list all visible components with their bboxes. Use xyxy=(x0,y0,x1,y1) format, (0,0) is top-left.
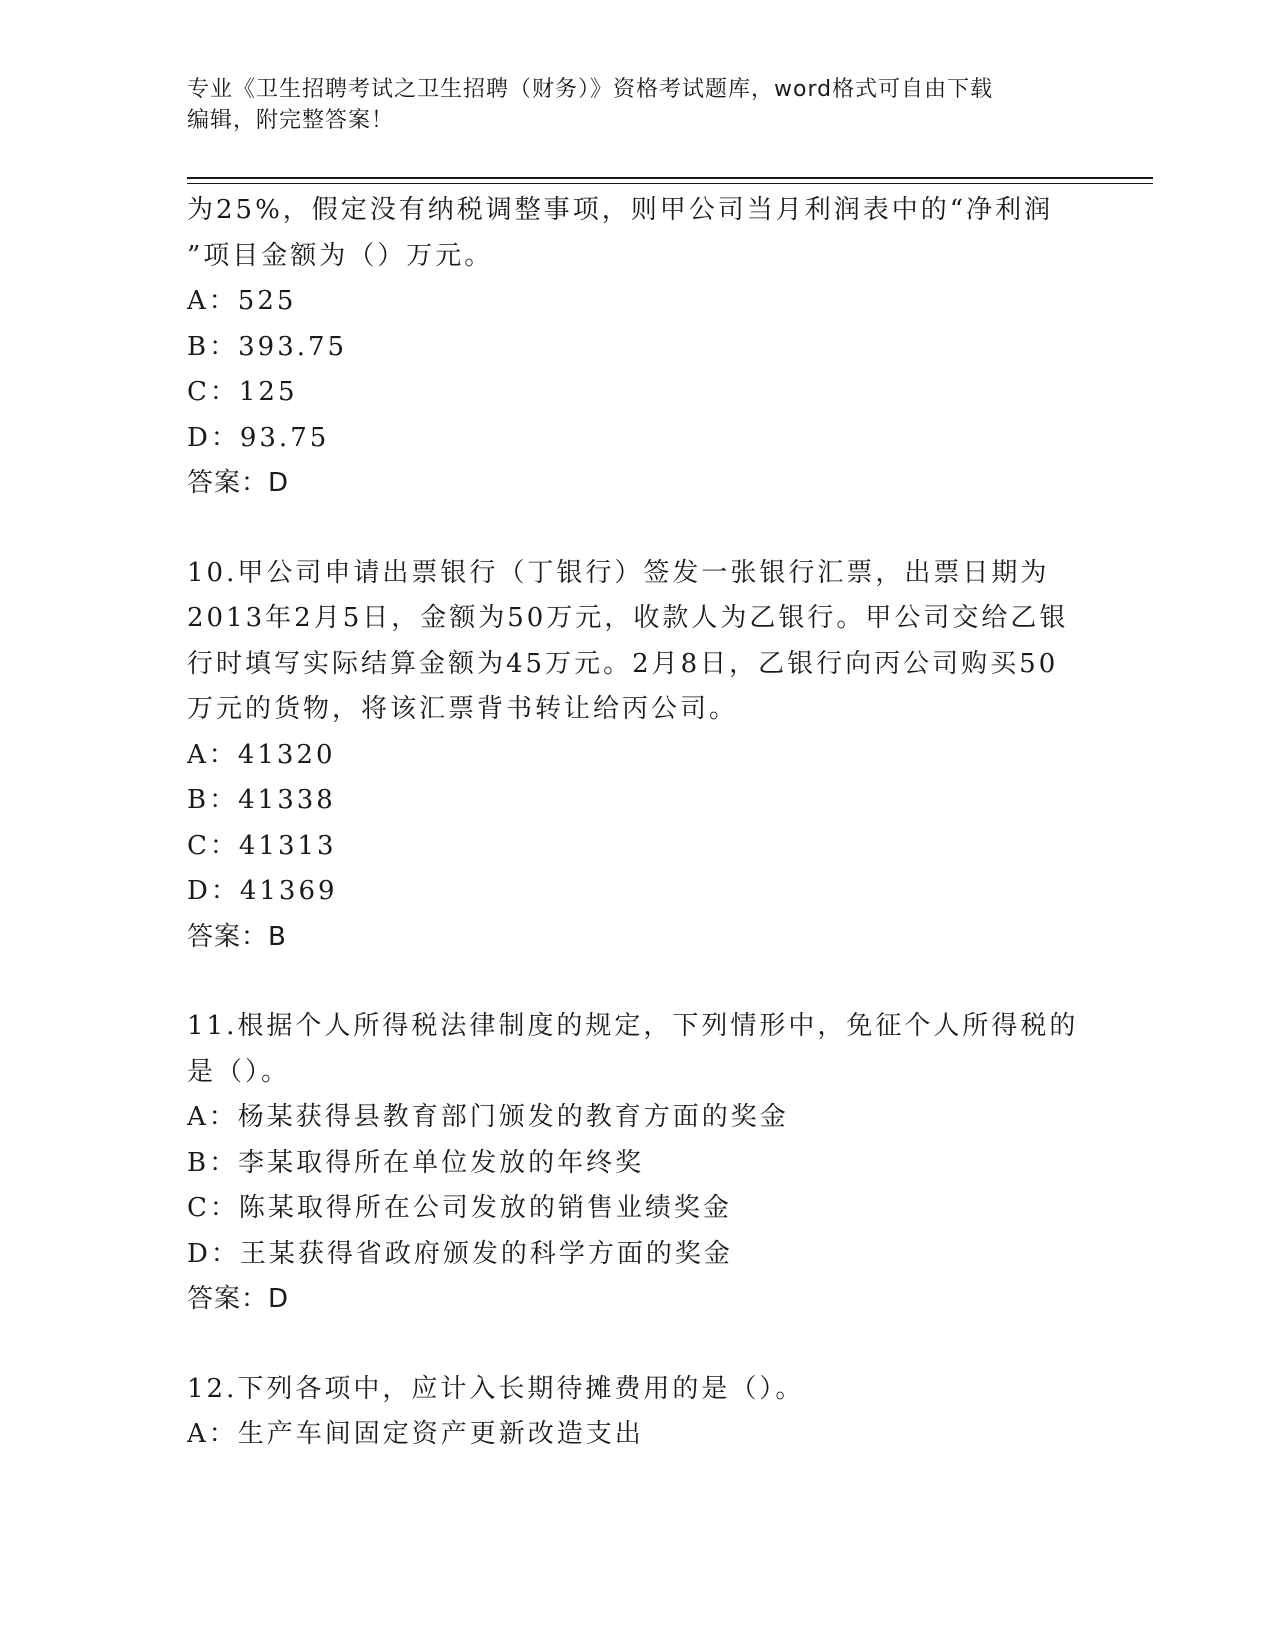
answer-label: 答案：D xyxy=(187,468,290,498)
question-list xyxy=(187,188,1087,1458)
question-spacer xyxy=(187,507,1087,551)
question-stem-line: 是（）。 xyxy=(187,1056,291,1087)
option-b: B：李某取得所在单位发放的年终奖 xyxy=(187,1147,645,1178)
option-a: A：525 xyxy=(187,286,297,316)
header-divider-thick xyxy=(187,177,1153,179)
question-stem-line: 行时填写实际结算金额为45万元。2月8日，乙银行向丙公司购买50 xyxy=(187,648,1059,679)
option-d: D：41369 xyxy=(187,876,338,906)
header-line-2: 编辑，附完整答案！ xyxy=(187,108,395,133)
question-stem-line: 11.根据个人所得税法律制度的规定，下列情形中，免征个人所得税的 xyxy=(187,1011,1079,1041)
question-stem-line: 为25%，假定没有纳税调整事项，则甲公司当月利润表中的“净利润 xyxy=(187,195,1054,225)
question-stem-line: 12.下列各项中，应计入长期待摊费用的是（）。 xyxy=(187,1373,805,1404)
question-11 xyxy=(187,1004,1087,1323)
option-d: D：王某获得省政府颁发的科学方面的奖金 xyxy=(187,1238,733,1269)
question-9 xyxy=(187,188,1087,507)
question-spacer xyxy=(187,960,1087,1004)
answer-label: 答案：B xyxy=(187,921,287,952)
option-c: C：41313 xyxy=(187,830,337,861)
question-stem-line: 万元的货物，将该汇票背书转让给丙公司。 xyxy=(187,694,739,724)
option-a: A：杨某获得县教育部门颁发的教育方面的奖金 xyxy=(187,1102,789,1132)
question-stem-line: 10.甲公司申请出票银行（丁银行）签发一张银行汇票，出票日期为 xyxy=(187,557,1050,588)
option-b: B：393.75 xyxy=(187,331,348,362)
option-a: A：41320 xyxy=(187,739,336,770)
header-line-1: 专业《卫生招聘考试之卫生招聘（财务）》资格考试题库，word格式可自由下载 xyxy=(187,77,994,102)
header-divider-thin xyxy=(187,183,1153,184)
option-c: C：陈某取得所在公司发放的销售业绩奖金 xyxy=(187,1193,732,1223)
question-12 xyxy=(187,1367,1087,1458)
question-stem-line: 2013年2月5日，金额为50万元，收款人为乙银行。甲公司交给乙银 xyxy=(187,603,1069,633)
document-header xyxy=(187,74,1067,136)
option-a: A：生产车间固定资产更新改造支出 xyxy=(187,1419,644,1449)
option-b: B：41338 xyxy=(187,785,336,815)
question-stem-line: ”项目金额为（）万元。 xyxy=(187,240,494,271)
question-10 xyxy=(187,551,1087,961)
question-spacer xyxy=(187,1323,1087,1367)
answer-label: 答案：D xyxy=(187,1284,290,1314)
option-d: D：93.75 xyxy=(187,422,330,453)
option-c: C：125 xyxy=(187,377,298,407)
